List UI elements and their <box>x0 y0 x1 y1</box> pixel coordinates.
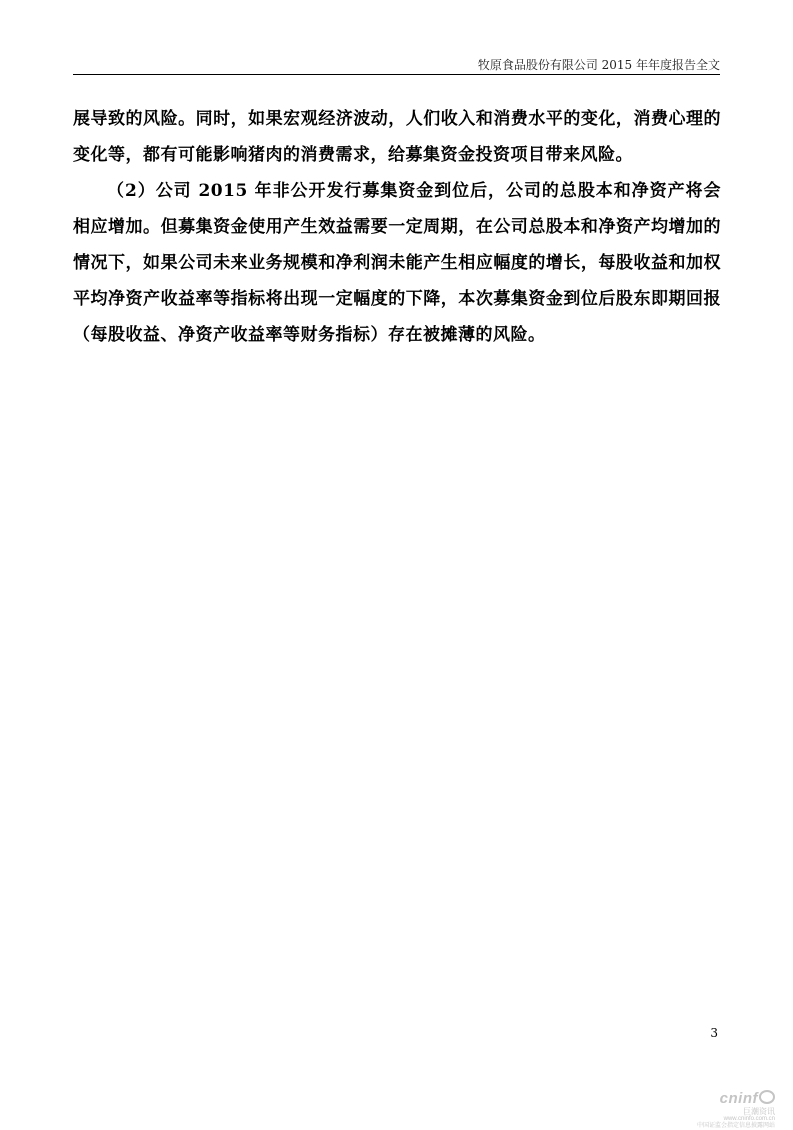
page-header <box>73 56 720 74</box>
paragraph-risk-2: （2）公司 2015 年非公开发行募集资金到位后，公司的总股本和净资产将会相应增加。但募集资金使用产生效益需要一定周期，在公司总股本和净资产均增加的情况下，如果公司未来业务规模和净利润未能产生相应幅度的增长，每股收益和加权平均净资产收益率等指标将出现一定幅度的下降，本次募集资金到位后股东即期回报（每股收益、净资产收益率等财务指标）存在被摊薄的风险。 <box>73 181 721 345</box>
document-body <box>73 101 721 353</box>
cninfo-watermark <box>675 1090 775 1130</box>
watermark-brand: 巨潮资讯 <box>743 1107 775 1116</box>
watermark-url: www.cninfo.com.cn <box>723 1116 775 1122</box>
swirl-icon <box>759 1090 775 1104</box>
logo-text: cninf <box>719 1090 758 1107</box>
header-divider <box>73 74 720 75</box>
watermark-slogan: 中国证监会指定信息披露网站 <box>696 1123 775 1129</box>
cninfo-logo <box>675 1090 775 1107</box>
page-number: 3 <box>710 1026 718 1040</box>
header-title: 牧原食品股份有限公司 2015 年年度报告全文 <box>477 58 720 72</box>
paragraph-continued: 展导致的风险。同时，如果宏观经济波动，人们收入和消费水平的变化，消费心理的变化等，都有可能影响猪肉的消费需求，给募集资金投资项目带来风险。 <box>73 109 721 165</box>
